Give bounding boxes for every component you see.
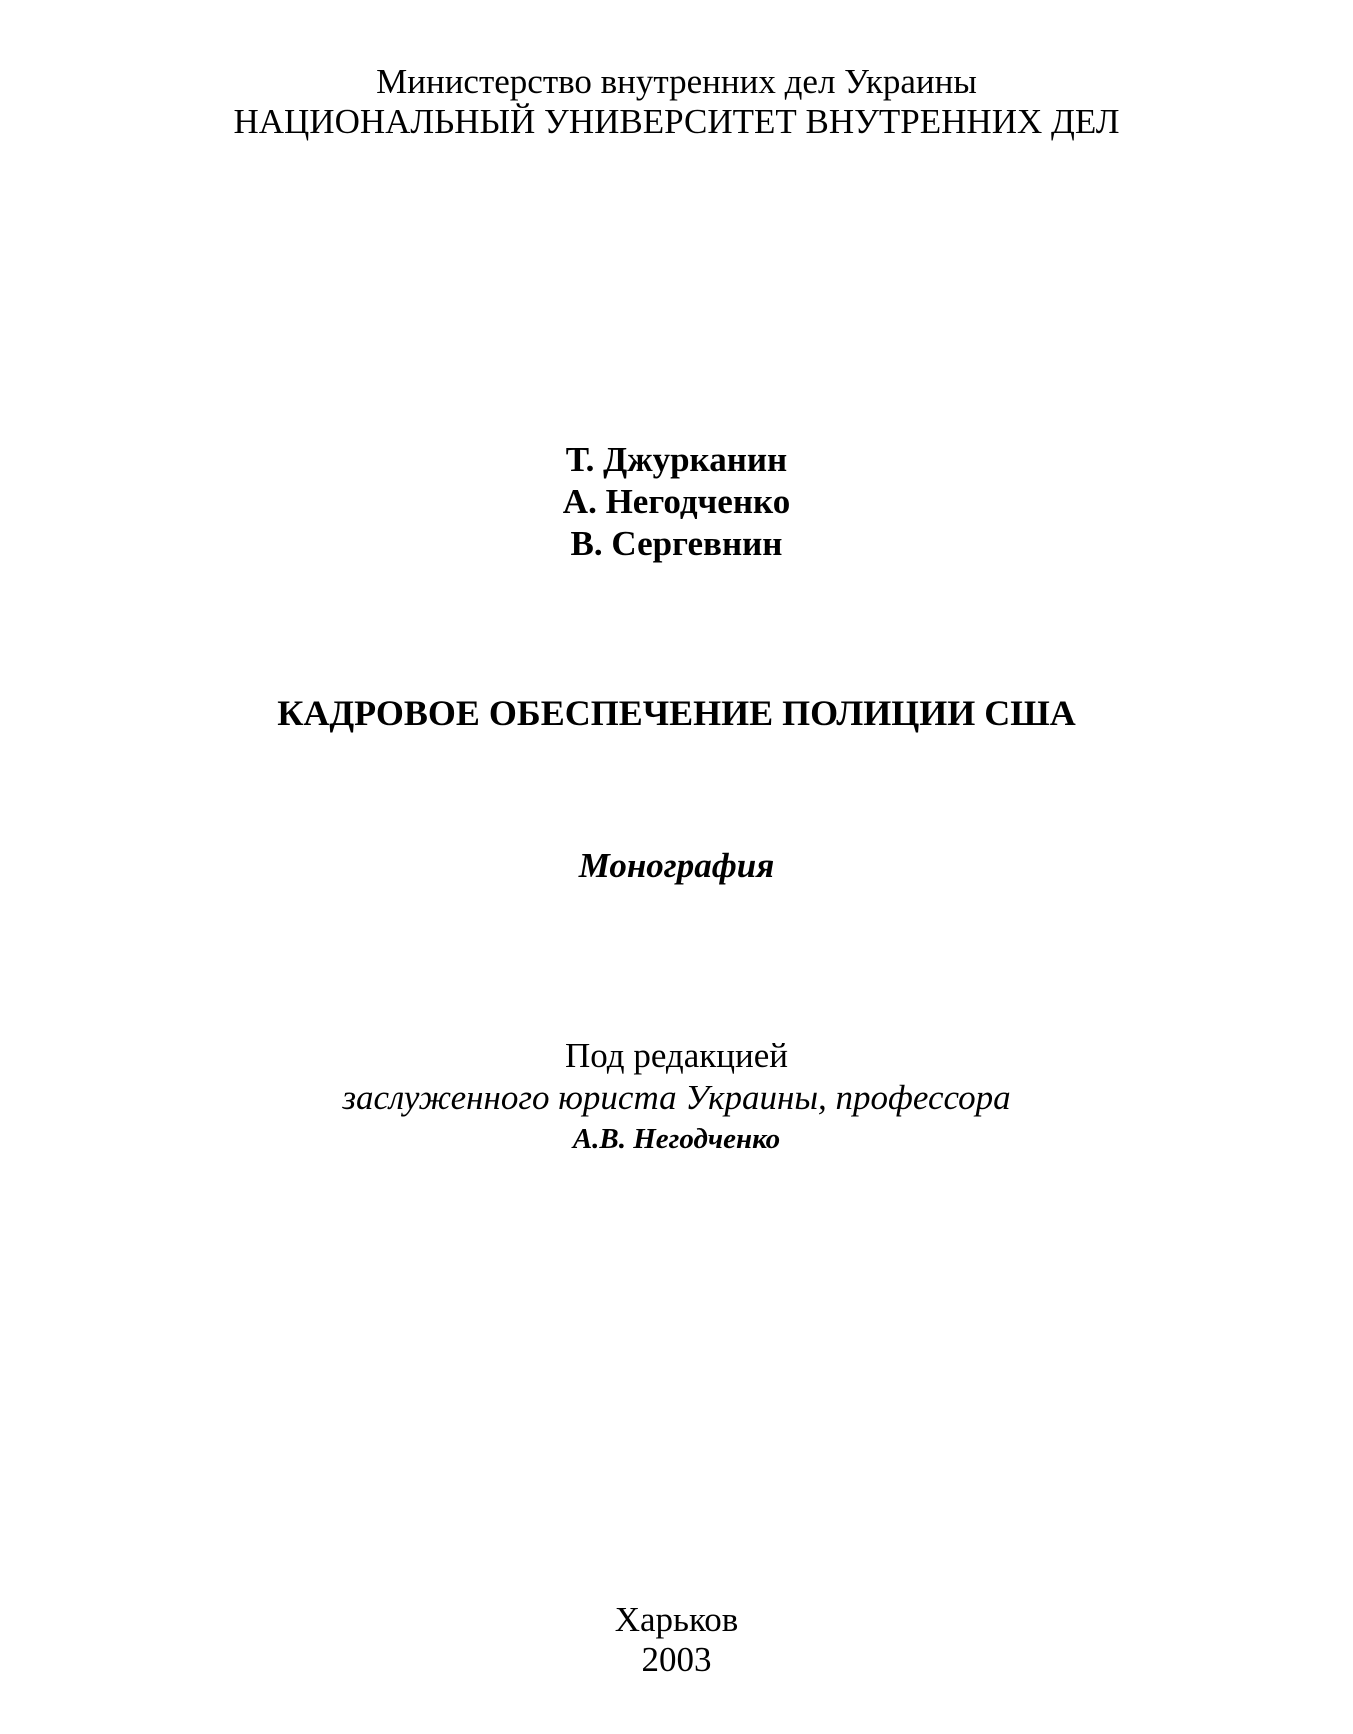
imprint-city: Харьков	[614, 1600, 739, 1639]
genre-label: Монография	[578, 846, 775, 885]
ministry-line: Министерство внутренних дел Украины	[376, 62, 977, 101]
imprint-year: 2003	[641, 1640, 712, 1679]
university-line: НАЦИОНАЛЬНЫЙ УНИВЕРСИТЕТ ВНУТРЕННИХ ДЕЛ	[233, 102, 1120, 141]
author-2: А. Негодченко	[562, 482, 791, 521]
author-3: В. Сергевнин	[570, 524, 783, 563]
editor-credentials: заслуженного юриста Украины, профессора	[342, 1078, 1011, 1117]
editor-name: А.В. Негодченко	[572, 1123, 781, 1155]
editor-intro: Под редакцией	[565, 1036, 788, 1075]
book-title: КАДРОВОЕ ОБЕСПЕЧЕНИЕ ПОЛИЦИИ США	[277, 693, 1076, 733]
author-1: Т. Джурканин	[565, 440, 788, 479]
